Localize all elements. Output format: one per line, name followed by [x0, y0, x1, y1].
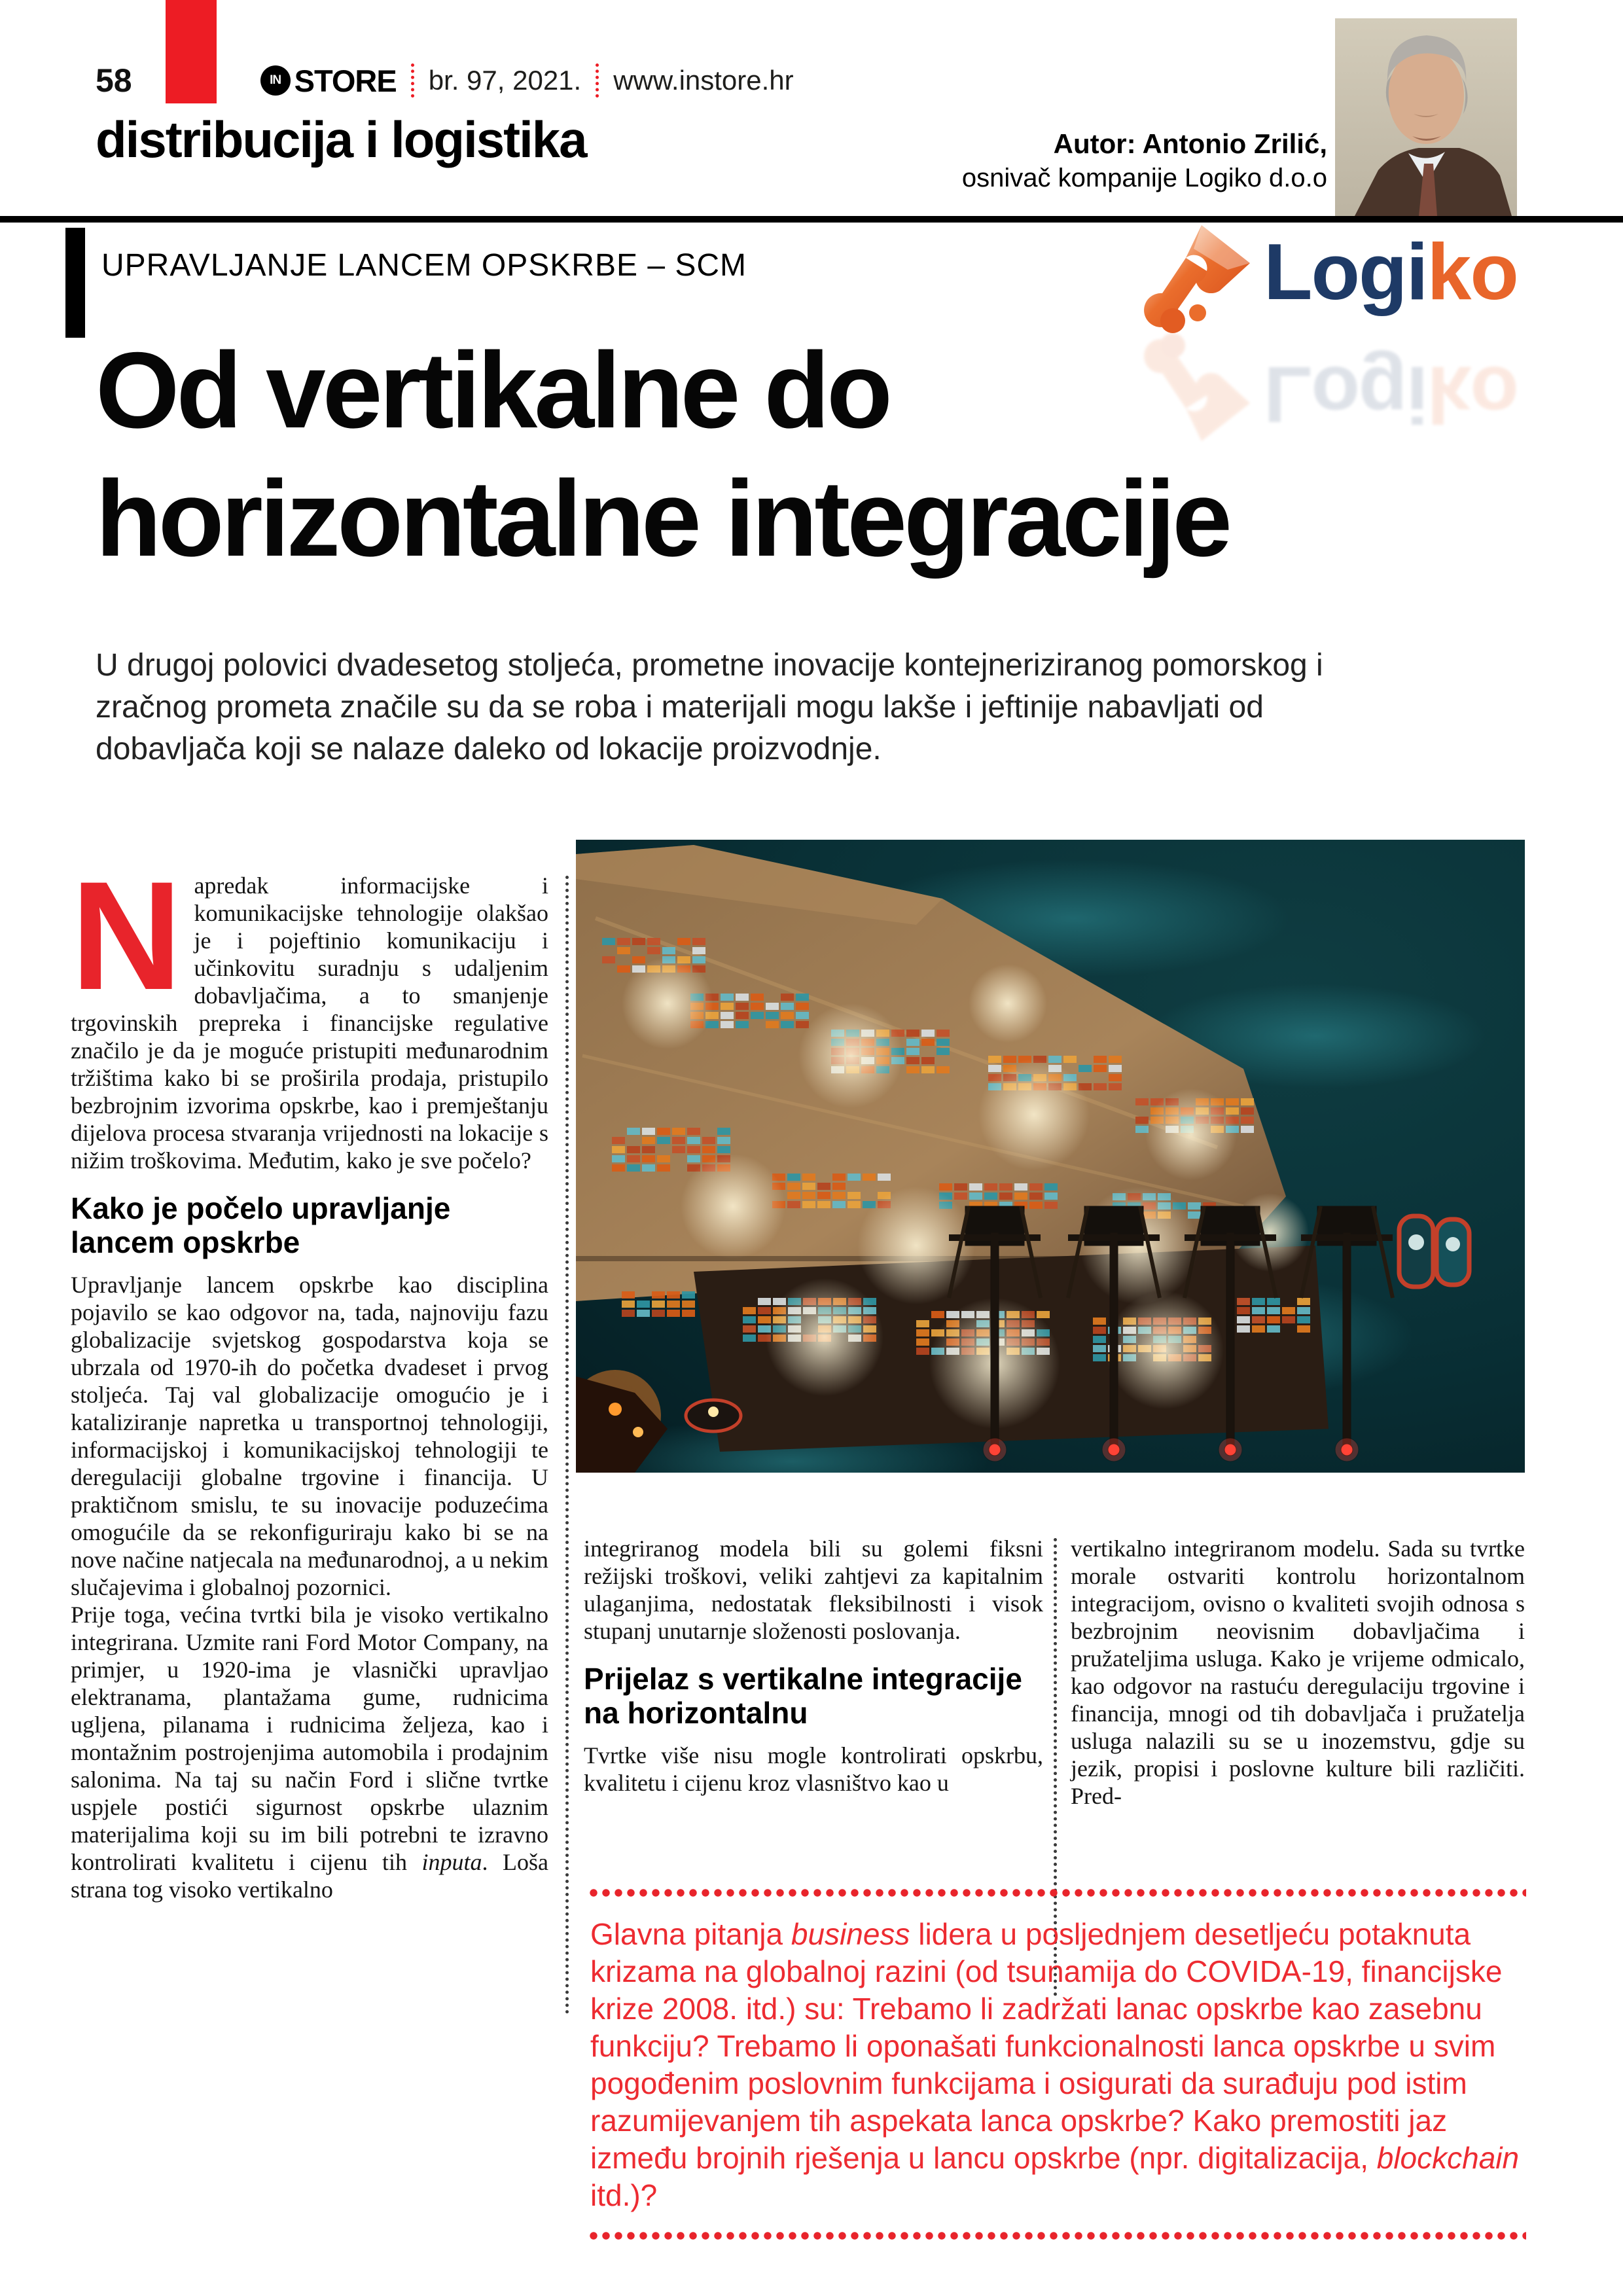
page-number: 58 [96, 62, 132, 99]
paragraph: Tvrtke više nisu mogle kontrolirati opskrbu, kvalitetu i cijenu kroz vlasništvo kao u [584, 1742, 1043, 1796]
column-separator [565, 876, 569, 2015]
masthead [96, 58, 794, 103]
paragraph: Napredak informacijske i komunikacijske tehnologije olakšao je i pojeftinio komunikaciju i učinkovitu suradnju s udaljenim dobavljačima, a to smanjenje trgovinskih prepreka i financijske regulative značilo je da je moguće pristupiti međunarodnim tržištima kako bi se proširila prodaja, pristupilo bezbrojnim izvorima opskrbe, kao i premještanju dijelova procesa stvaranja vrijednosti na lokacije s nižim troškovima. Međutim, kako je sve počelo? [71, 850, 548, 1174]
instore-logo [260, 63, 397, 99]
paragraph: integriranog modela bili su golemi fiksni režijski troškovi, veliki zahtjevi za kapitalnim ulaganjima, nedostatak fleksibilnosti i visok stupanj unutarnje složenosti poslovanja. [584, 1535, 1043, 1644]
paragraph: vertikalno integriranom modelu. Sada su tvrtke morale ostvariti kontrolu horizontalnom integracijom, ovisno o kvaliteti svojih odnosa s bezbrojnim neovisnim dobavljačima i pružateljima usluga. Kako je vrijeme odmicalo, kao odgovor na rastuću deregulaciju trgovine i financija, mnogi od tih dobavljača i pružatelja usluga nalazili su se u inozemstvu, gdje su jezik, propisi i poslovne kulture bili različiti. Pred- [1071, 1535, 1525, 1809]
author-role: osnivač kompanije Logiko d.o.o [961, 164, 1327, 192]
kicker-bar [65, 228, 85, 338]
author-block [962, 128, 1327, 193]
instore-wordmark: STORE [294, 63, 397, 98]
logiko-puzzle-icon [1144, 223, 1258, 340]
body-column-1 [71, 850, 548, 1903]
subheading: Kako je počelo upravljanje lancem opskrbe [71, 1191, 451, 1259]
tugboats [1399, 1216, 1469, 1287]
paragraph: Upravljanje lancem opskrbe kao disciplina pojavilo se kao odgovor na, tada, najnoviju fazu globalizacije svjetskog gospodarstva koja se ubrzala od 1970-ih do početka dvadeset i prvog stoljeća. Taj val globalizacije omogućio je i kataliziranje napretka u transportnoj tehnologiji, informacijskoj i komunikacijskoj tehnologiji te deregulaciji globalne trgovine i financija. U praktičnom smislu, te su inovacije poduzećima omogućile da se rekonfiguriraju kako bi se na nove načine natjecala na međunarodnoj, a u nekim slučajevima i globalnoj pozornici. [71, 1272, 548, 1600]
masthead-dotted-separator [596, 63, 599, 98]
author-name: Autor: Antonio Zrilić, [1053, 128, 1327, 159]
article-lead: U drugoj polovici dvadesetog stoljeća, prometne inovacije kontejneriziranog pomorskog i zračnog prometa značile su da se roba i materijali mogu lakše i jeftinije nabavljati od dobavljača koji se nalaze daleko od lokacije proizvodnje. [96, 648, 1323, 766]
paragraph: Prije toga, većina tvrtki bila je visoko vertikalno integrirana. Uzmite rani Ford Motor Company, na primjer, u 1920-ima je vlasnički upravljao elektranama, plantažama gume, rudnicima ugljena, pilanama i rudnicima željeza, kao i montažnim postrojenjima automobila i prodajnim salonima. Na taj su način Ford i slične tvrtke uspjele postići sigurnost opskrbe ulaznim materijalima koji su im bili potrebni te izravno kontrolirati kvalitetu i cijenu tih inputa. Loša strana tog visoko vertikalno [71, 1602, 548, 1903]
callout-box [589, 1888, 1526, 2240]
callout-top-dotted-border [589, 1888, 1526, 1897]
body-column-2 [584, 1535, 1043, 1797]
masthead-dotted-separator [411, 63, 414, 98]
dropcap: N [71, 850, 183, 1022]
kicker: UPRAVLJANJE LANCEM OPSKRBE – SCM [101, 248, 747, 283]
subheading: Prijelaz s vertikalne integracije na horizontalnu [584, 1662, 1022, 1730]
container-port-photo [576, 840, 1525, 1473]
section-title: distribucija i logistika [96, 111, 586, 168]
body-column-3 [1071, 1535, 1525, 1810]
author-photo [1335, 18, 1517, 216]
issue-number: br. 97, 2021. [428, 65, 582, 96]
website-link[interactable]: www.instore.hr [613, 65, 794, 96]
instore-in-circle-icon: IN [260, 65, 291, 96]
logiko-wordmark: Logiko [1264, 227, 1518, 316]
article-title: Od vertikalne do horizontalne integracije [96, 330, 1229, 579]
callout-text: Glavna pitanja business lidera u posljednjem desetljeću potaknuta krizama na globalnoj razini (od tsunamija do COVIDA-19, financijske krize 2008. itd.) su: Trebamo li zadržati lanac opskrbe kao zasebnu funkciju? Trebamo li oponašati funkcionalnosti lanca opskrbe u svim pogođenim poslovnim funkcijama i osigurati da surađuju pod istim razumijevanjem tih aspekata lanca opskrbe? Kako premostiti jaz između brojnih rješenja u lancu opskrbe (npr. digitalizacija, blockchain itd.)? [590, 1917, 1520, 2212]
header-rule [0, 216, 1623, 223]
logiko-reflection: Logiko [1144, 326, 1518, 444]
callout-bottom-dotted-border [589, 2231, 1526, 2240]
